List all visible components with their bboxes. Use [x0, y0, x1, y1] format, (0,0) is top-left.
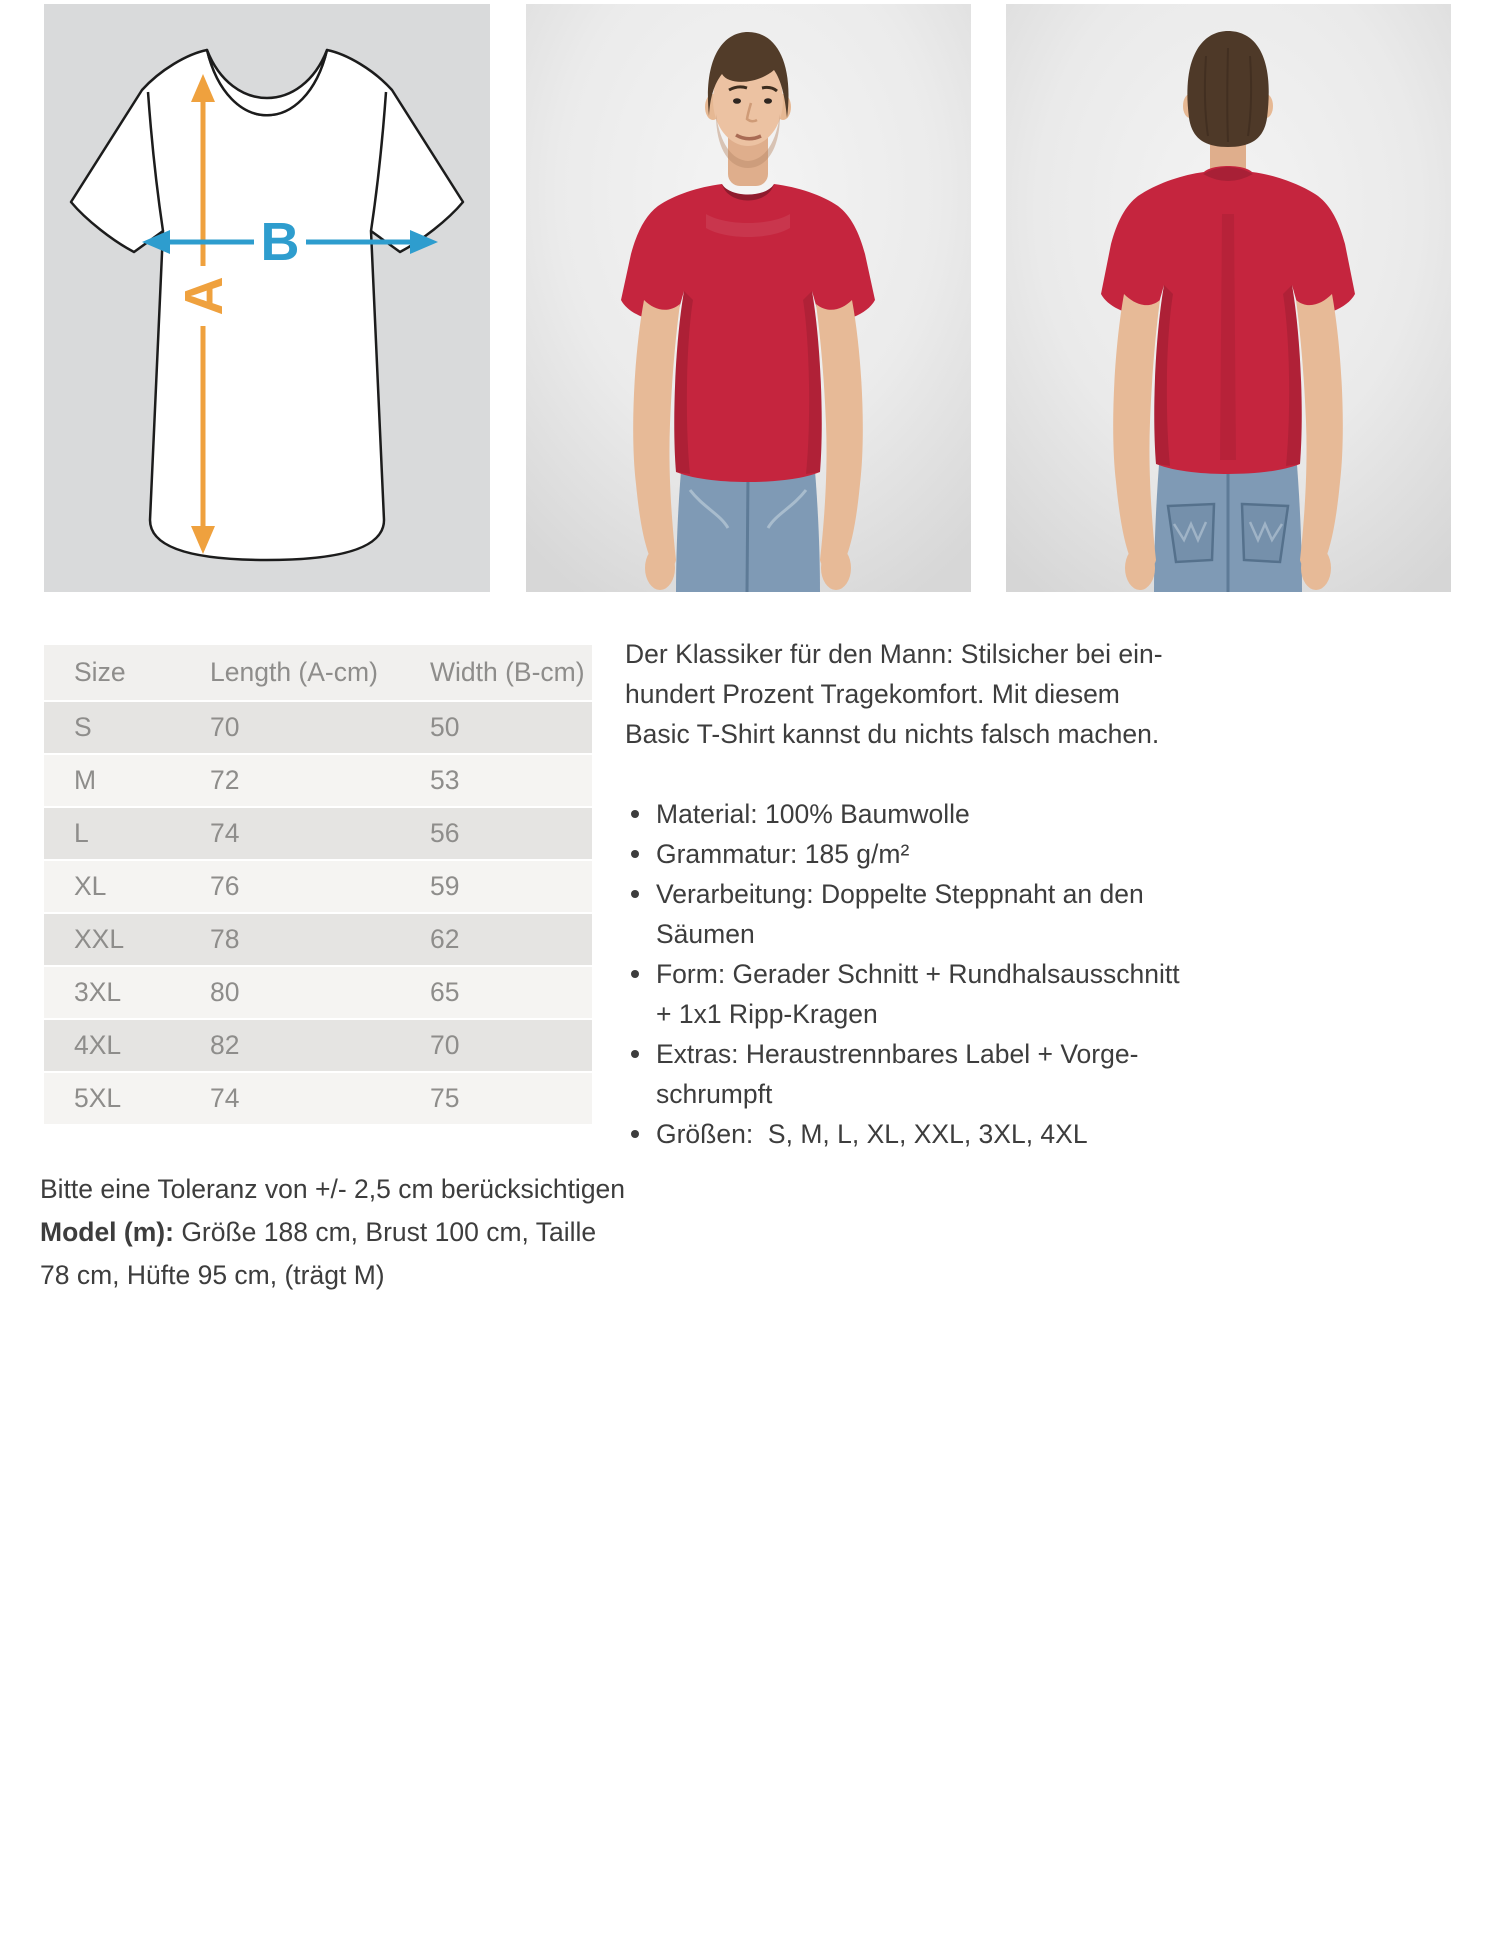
size-notes — [40, 1168, 625, 1297]
column-header-width: Width (B-cm) — [430, 657, 585, 687]
hand-right — [1301, 546, 1331, 590]
table-row — [44, 700, 592, 753]
cell-length: 80 — [210, 977, 240, 1007]
table-row — [44, 965, 592, 1018]
model-measurements-line — [40, 1211, 625, 1254]
description-intro-line: hundert Prozent Tragekomfort. Mit diesem — [625, 679, 1120, 709]
cell-width: 56 — [430, 818, 460, 848]
description-intro-line: Der Klassiker für den Mann: Stilsicher bei ein- — [625, 639, 1163, 669]
bullet-text — [656, 1114, 1165, 1154]
tshirt-measurement-diagram-icon — [44, 4, 490, 592]
bullet-line: schrumpft — [656, 1079, 773, 1109]
feature-bullet-groessen — [625, 1114, 1165, 1154]
hand-right — [821, 546, 851, 590]
cell-size: 3XL — [74, 977, 122, 1007]
eye-right — [764, 98, 772, 104]
cell-width: 65 — [430, 977, 460, 1007]
model-measurements-continued: 78 cm, Hüfte 95 cm, (trägt M) — [40, 1260, 385, 1290]
label-a: A — [174, 276, 234, 316]
bullet-icon — [631, 850, 639, 858]
bullet-line: Verarbeitung: Doppelte Steppnaht an den — [656, 879, 1144, 909]
hand-left — [1125, 546, 1155, 590]
model-front-illustration — [526, 4, 971, 592]
size-diagram-image — [44, 4, 490, 592]
cell-length: 76 — [210, 871, 240, 901]
bullet-line: Säumen — [656, 919, 755, 949]
bullet-icon — [631, 970, 639, 978]
cell-size: S — [74, 712, 92, 742]
cell-size: XL — [74, 871, 107, 901]
cell-length: 70 — [210, 712, 240, 742]
bullet-icon — [631, 810, 639, 818]
feature-bullet-material — [625, 794, 1165, 834]
feature-bullet-extras — [625, 1034, 1165, 1114]
table-row — [44, 1018, 592, 1071]
cell-length: 74 — [210, 1083, 240, 1113]
bullet-line: Größen: S, M, L, XL, XXL, 3XL, 4XL — [656, 1119, 1088, 1149]
model-label: Model (m): — [40, 1217, 174, 1247]
column-header-size: Size — [74, 657, 126, 687]
bullet-icon — [631, 1130, 639, 1138]
bullet-line: Grammatur: 185 g/m² — [656, 839, 910, 869]
table-row — [44, 859, 592, 912]
cell-length: 72 — [210, 765, 240, 795]
bullet-line: + 1x1 Ripp-Kragen — [656, 999, 878, 1029]
feature-bullet-form — [625, 954, 1180, 1034]
cell-size: 5XL — [74, 1083, 122, 1113]
cell-size: L — [74, 818, 89, 848]
table-row — [44, 912, 592, 965]
model-front-photo — [526, 4, 971, 592]
cell-width: 50 — [430, 712, 460, 742]
back-fold-shadow — [1220, 214, 1236, 460]
cell-size: XXL — [74, 924, 125, 954]
bullet-text — [656, 874, 1165, 954]
model-back-illustration — [1006, 4, 1451, 592]
bullet-text — [656, 1034, 1165, 1114]
tshirt-body — [71, 50, 463, 560]
bullet-icon — [631, 890, 639, 898]
tshirt-outline-icon — [71, 50, 463, 560]
cell-width: 53 — [430, 765, 460, 795]
table-row — [44, 753, 592, 806]
tolerance-note: Bitte eine Toleranz von +/- 2,5 cm berücksichtigen — [40, 1174, 626, 1204]
feature-bullet-verarbeitung — [625, 874, 1165, 954]
cell-length: 74 — [210, 818, 240, 848]
size-table — [44, 645, 592, 1124]
cell-width: 70 — [430, 1030, 460, 1060]
model-measurements: Größe 188 cm, Brust 100 cm, Taille — [173, 1217, 597, 1247]
label-b: B — [260, 212, 300, 272]
hand-left — [645, 546, 675, 590]
jeans-pocket-left — [1168, 504, 1214, 562]
cell-size: M — [74, 765, 97, 795]
model-back-photo — [1006, 4, 1451, 592]
bullet-icon — [631, 1050, 639, 1058]
bullet-line: Form: Gerader Schnitt + Rundhalsausschnitt — [656, 959, 1180, 989]
size-table-header-row — [44, 645, 592, 700]
eye-left — [733, 98, 741, 104]
jeans-fly-shadow — [747, 474, 748, 592]
feature-bullet-grammatur — [625, 834, 1165, 874]
cell-size: 4XL — [74, 1030, 122, 1060]
jeans-pocket-right — [1242, 504, 1288, 562]
column-header-length: Length (A-cm) — [210, 657, 378, 687]
bullet-line: Material: 100% Baumwolle — [656, 799, 970, 829]
bullet-line: Extras: Heraustrennbares Label + Vorge- — [656, 1039, 1139, 1069]
product-description — [625, 634, 1180, 1154]
bullet-text — [656, 834, 1165, 874]
bullet-text — [656, 794, 1165, 834]
paragraph-spacer — [625, 754, 1165, 794]
cell-width: 59 — [430, 871, 460, 901]
description-intro-line: Basic T-Shirt kannst du nichts falsch machen. — [625, 719, 1160, 749]
bullet-text — [656, 954, 1180, 1034]
cell-length: 78 — [210, 924, 240, 954]
table-row — [44, 806, 592, 859]
cell-width: 62 — [430, 924, 460, 954]
table-row — [44, 1071, 592, 1124]
cell-width: 75 — [430, 1083, 460, 1113]
cell-length: 82 — [210, 1030, 240, 1060]
